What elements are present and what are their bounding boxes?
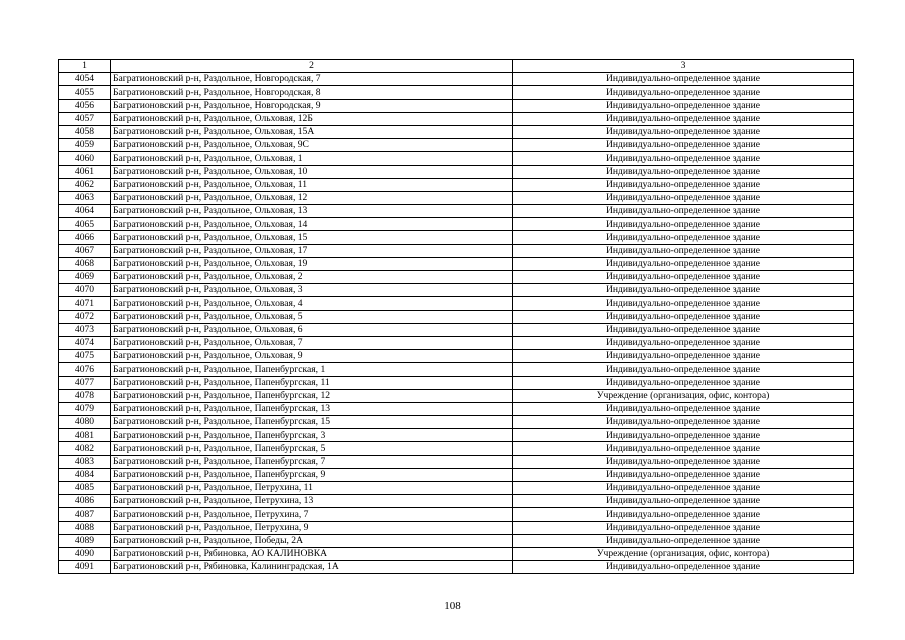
- object-type-cell: Индивидуально-определенное здание: [513, 152, 854, 165]
- table-row: [59, 139, 854, 152]
- address-cell: Багратионовский р-н, Раздольное, Папенбургская, 3: [111, 429, 513, 442]
- row-number-cell: 4077: [59, 376, 111, 389]
- table-row: [59, 125, 854, 138]
- object-type-cell: Индивидуально-определенное здание: [513, 442, 854, 455]
- table-row: [59, 495, 854, 508]
- address-cell: Багратионовский р-н, Раздольное, Папенбургская, 13: [111, 402, 513, 415]
- object-type-cell: Индивидуально-определенное здание: [513, 336, 854, 349]
- row-number-cell: 4088: [59, 521, 111, 534]
- object-type-cell: Индивидуально-определенное здание: [513, 165, 854, 178]
- address-cell: Багратионовский р-н, Раздольное, Ольховая, 4: [111, 297, 513, 310]
- row-number-cell: 4071: [59, 297, 111, 310]
- table-row: [59, 547, 854, 560]
- address-cell: Багратионовский р-н, Раздольное, Папенбургская, 11: [111, 376, 513, 389]
- address-cell: Багратионовский р-н, Рябиновка, Калининградская, 1А: [111, 561, 513, 574]
- address-cell: Багратионовский р-н, Раздольное, Петрухина, 9: [111, 521, 513, 534]
- address-cell: Багратионовский р-н, Раздольное, Ольховая, 14: [111, 218, 513, 231]
- address-cell: Багратионовский р-н, Раздольное, Ольховая, 11: [111, 178, 513, 191]
- table-row: [59, 284, 854, 297]
- page-number: 108: [444, 600, 461, 612]
- address-cell: Багратионовский р-н, Раздольное, Петрухина, 13: [111, 495, 513, 508]
- object-type-cell: Индивидуально-определенное здание: [513, 350, 854, 363]
- object-type-cell: Индивидуально-определенное здание: [513, 561, 854, 574]
- object-type-cell: Индивидуально-определенное здание: [513, 482, 854, 495]
- table-row: [59, 165, 854, 178]
- object-type-cell: Индивидуально-определенное здание: [513, 495, 854, 508]
- row-number-cell: 4070: [59, 284, 111, 297]
- row-number-cell: 4091: [59, 561, 111, 574]
- address-cell: Багратионовский р-н, Раздольное, Папенбургская, 9: [111, 468, 513, 481]
- header-col-3: 3: [513, 60, 854, 73]
- header-row: [59, 60, 854, 73]
- table-row: [59, 86, 854, 99]
- object-type-cell: Индивидуально-определенное здание: [513, 271, 854, 284]
- row-number-cell: 4089: [59, 534, 111, 547]
- address-cell: Багратионовский р-н, Раздольное, Ольховая, 7: [111, 336, 513, 349]
- object-type-cell: Индивидуально-определенное здание: [513, 205, 854, 218]
- object-type-cell: Индивидуально-определенное здание: [513, 402, 854, 415]
- address-cell: Багратионовский р-н, Раздольное, Победы, 2А: [111, 534, 513, 547]
- object-type-cell: Учреждение (организация, офис, контора): [513, 389, 854, 402]
- object-type-cell: Индивидуально-определенное здание: [513, 323, 854, 336]
- table-row: [59, 112, 854, 125]
- address-cell: Багратионовский р-н, Раздольное, Папенбургская, 5: [111, 442, 513, 455]
- row-number-cell: 4084: [59, 468, 111, 481]
- table-row: [59, 73, 854, 86]
- table-row: [59, 205, 854, 218]
- object-type-cell: Индивидуально-определенное здание: [513, 429, 854, 442]
- object-type-cell: Индивидуально-определенное здание: [513, 521, 854, 534]
- table-row: [59, 310, 854, 323]
- object-type-cell: Индивидуально-определенное здание: [513, 310, 854, 323]
- object-type-cell: Индивидуально-определенное здание: [513, 257, 854, 270]
- object-type-cell: Индивидуально-определенное здание: [513, 416, 854, 429]
- table-row: [59, 297, 854, 310]
- registry-table-body: [59, 60, 854, 574]
- table-row: [59, 244, 854, 257]
- address-cell: Багратионовский р-н, Раздольное, Ольховая, 15: [111, 231, 513, 244]
- table-row: [59, 389, 854, 402]
- object-type-cell: Индивидуально-определенное здание: [513, 139, 854, 152]
- table-row: [59, 402, 854, 415]
- address-cell: Багратионовский р-н, Раздольное, Петрухина, 7: [111, 508, 513, 521]
- row-number-cell: 4086: [59, 495, 111, 508]
- address-cell: Багратионовский р-н, Раздольное, Новгородская, 7: [111, 73, 513, 86]
- row-number-cell: 4087: [59, 508, 111, 521]
- row-number-cell: 4075: [59, 350, 111, 363]
- object-type-cell: Индивидуально-определенное здание: [513, 112, 854, 125]
- table-row: [59, 152, 854, 165]
- table-row: [59, 336, 854, 349]
- address-cell: Багратионовский р-н, Раздольное, Новгородская, 8: [111, 86, 513, 99]
- row-number-cell: 4072: [59, 310, 111, 323]
- address-cell: Багратионовский р-н, Раздольное, Ольховая, 6: [111, 323, 513, 336]
- table-row: [59, 99, 854, 112]
- table-row: [59, 468, 854, 481]
- table-row: [59, 429, 854, 442]
- object-type-cell: Индивидуально-определенное здание: [513, 376, 854, 389]
- object-type-cell: Индивидуально-определенное здание: [513, 99, 854, 112]
- address-cell: Багратионовский р-н, Раздольное, Ольховая, 1: [111, 152, 513, 165]
- address-cell: Багратионовский р-н, Рябиновка, АО КАЛИНОВКА: [111, 547, 513, 560]
- address-cell: Багратионовский р-н, Раздольное, Ольховая, 12: [111, 191, 513, 204]
- address-cell: Багратионовский р-н, Раздольное, Ольховая, 19: [111, 257, 513, 270]
- table-row: [59, 363, 854, 376]
- row-number-cell: 4061: [59, 165, 111, 178]
- row-number-cell: 4058: [59, 125, 111, 138]
- address-cell: Багратионовский р-н, Раздольное, Петрухина, 11: [111, 482, 513, 495]
- table-row: [59, 218, 854, 231]
- address-cell: Багратионовский р-н, Раздольное, Ольховая, 13: [111, 205, 513, 218]
- table-row: [59, 482, 854, 495]
- row-number-cell: 4062: [59, 178, 111, 191]
- object-type-cell: Индивидуально-определенное здание: [513, 455, 854, 468]
- address-cell: Багратионовский р-н, Раздольное, Папенбургская, 15: [111, 416, 513, 429]
- table-row: [59, 376, 854, 389]
- object-type-cell: Индивидуально-определенное здание: [513, 534, 854, 547]
- object-type-cell: Индивидуально-определенное здание: [513, 468, 854, 481]
- object-type-cell: Индивидуально-определенное здание: [513, 231, 854, 244]
- object-type-cell: Индивидуально-определенное здание: [513, 125, 854, 138]
- table-row: [59, 442, 854, 455]
- row-number-cell: 4054: [59, 73, 111, 86]
- row-number-cell: 4079: [59, 402, 111, 415]
- object-type-cell: Индивидуально-определенное здание: [513, 297, 854, 310]
- row-number-cell: 4055: [59, 86, 111, 99]
- row-number-cell: 4076: [59, 363, 111, 376]
- address-cell: Багратионовский р-н, Раздольное, Ольховая, 5: [111, 310, 513, 323]
- object-type-cell: Индивидуально-определенное здание: [513, 363, 854, 376]
- address-cell: Багратионовский р-н, Раздольное, Папенбургская, 1: [111, 363, 513, 376]
- object-type-cell: Индивидуально-определенное здание: [513, 178, 854, 191]
- header-col-1: 1: [59, 60, 111, 73]
- row-number-cell: 4090: [59, 547, 111, 560]
- row-number-cell: 4085: [59, 482, 111, 495]
- table-row: [59, 455, 854, 468]
- table-row: [59, 534, 854, 547]
- table-row: [59, 231, 854, 244]
- object-type-cell: Индивидуально-определенное здание: [513, 191, 854, 204]
- table-row: [59, 271, 854, 284]
- address-cell: Багратионовский р-н, Раздольное, Ольховая, 3: [111, 284, 513, 297]
- row-number-cell: 4060: [59, 152, 111, 165]
- object-type-cell: Индивидуально-определенное здание: [513, 218, 854, 231]
- address-cell: Багратионовский р-н, Раздольное, Ольховая, 10: [111, 165, 513, 178]
- address-cell: Багратионовский р-н, Раздольное, Ольховая, 15А: [111, 125, 513, 138]
- address-cell: Багратионовский р-н, Раздольное, Ольховая, 9С: [111, 139, 513, 152]
- object-type-cell: Индивидуально-определенное здание: [513, 244, 854, 257]
- address-cell: Багратионовский р-н, Раздольное, Папенбургская, 7: [111, 455, 513, 468]
- table-row: [59, 416, 854, 429]
- row-number-cell: 4081: [59, 429, 111, 442]
- header-col-2: 2: [111, 60, 513, 73]
- address-cell: Багратионовский р-н, Раздольное, Ольховая, 17: [111, 244, 513, 257]
- row-number-cell: 4059: [59, 139, 111, 152]
- row-number-cell: 4066: [59, 231, 111, 244]
- object-type-cell: Индивидуально-определенное здание: [513, 73, 854, 86]
- row-number-cell: 4069: [59, 271, 111, 284]
- registry-table: [58, 59, 854, 574]
- row-number-cell: 4073: [59, 323, 111, 336]
- address-cell: Багратионовский р-н, Раздольное, Папенбургская, 12: [111, 389, 513, 402]
- row-number-cell: 4068: [59, 257, 111, 270]
- row-number-cell: 4083: [59, 455, 111, 468]
- row-number-cell: 4056: [59, 99, 111, 112]
- row-number-cell: 4067: [59, 244, 111, 257]
- row-number-cell: 4063: [59, 191, 111, 204]
- address-cell: Багратионовский р-н, Раздольное, Новгородская, 9: [111, 99, 513, 112]
- table-row: [59, 350, 854, 363]
- row-number-cell: 4078: [59, 389, 111, 402]
- row-number-cell: 4057: [59, 112, 111, 125]
- row-number-cell: 4080: [59, 416, 111, 429]
- object-type-cell: Индивидуально-определенное здание: [513, 86, 854, 99]
- table-row: [59, 178, 854, 191]
- table-row: [59, 521, 854, 534]
- row-number-cell: 4074: [59, 336, 111, 349]
- table-row: [59, 561, 854, 574]
- row-number-cell: 4082: [59, 442, 111, 455]
- address-cell: Багратионовский р-н, Раздольное, Ольховая, 12Б: [111, 112, 513, 125]
- address-cell: Багратионовский р-н, Раздольное, Ольховая, 9: [111, 350, 513, 363]
- object-type-cell: Учреждение (организация, офис, контора): [513, 547, 854, 560]
- address-cell: Багратионовский р-н, Раздольное, Ольховая, 2: [111, 271, 513, 284]
- table-row: [59, 191, 854, 204]
- object-type-cell: Индивидуально-определенное здание: [513, 508, 854, 521]
- object-type-cell: Индивидуально-определенное здание: [513, 284, 854, 297]
- table-row: [59, 257, 854, 270]
- table-row: [59, 508, 854, 521]
- table-row: [59, 323, 854, 336]
- row-number-cell: 4064: [59, 205, 111, 218]
- row-number-cell: 4065: [59, 218, 111, 231]
